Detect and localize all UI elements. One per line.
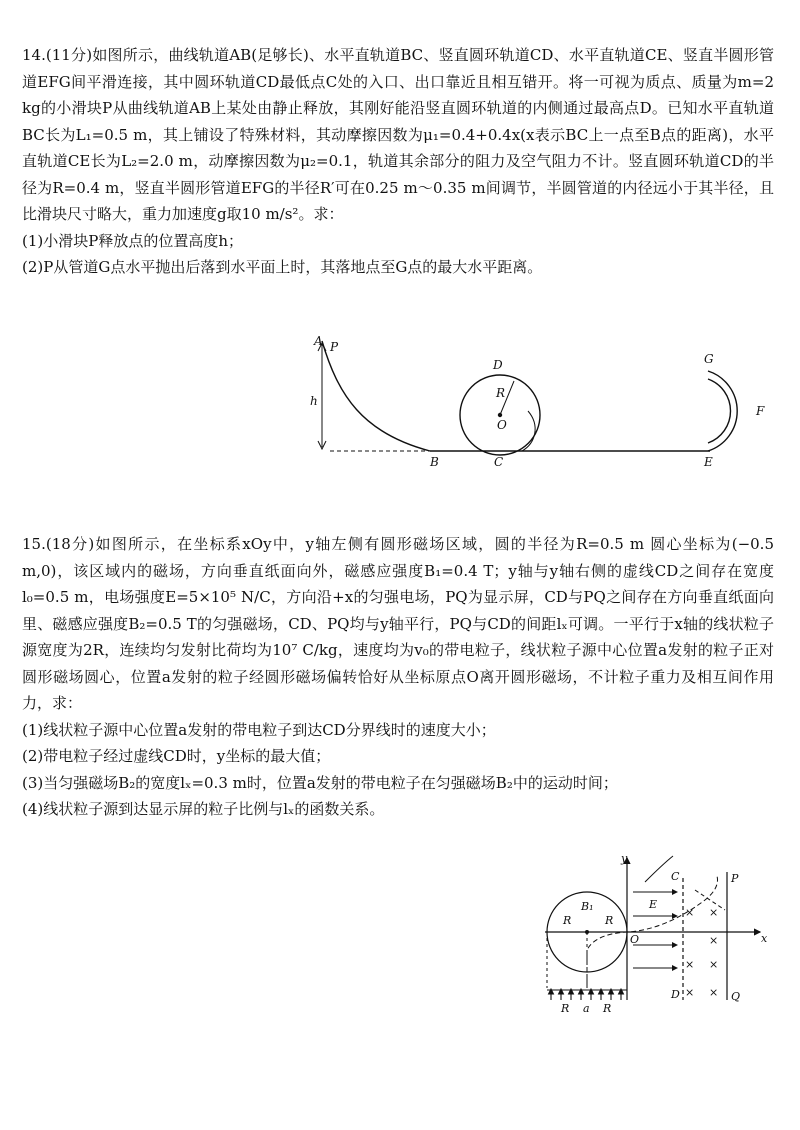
- label-D: D: [671, 988, 680, 1001]
- cross-2: ×: [709, 906, 719, 919]
- label-R-bottom-right: R: [603, 1002, 612, 1015]
- label-G: G: [704, 352, 714, 366]
- label-P: P: [330, 340, 339, 354]
- label-E: E: [704, 455, 713, 469]
- cross-3: ×: [709, 934, 719, 947]
- q15-sub2: (2)带电粒子经过虚线CD时，y坐标的最大值；: [22, 747, 331, 765]
- q14-sub2: (2)P从管道G点水平抛出后落到水平面上时，其落地点至G点的最大水平距离。: [22, 258, 543, 276]
- half-pipe-outer: [708, 371, 737, 451]
- label-D: D: [493, 358, 503, 372]
- cross-6: ×: [685, 986, 695, 999]
- q14-figure: [300, 335, 780, 470]
- question-14: [22, 42, 774, 281]
- label-O: O: [630, 933, 640, 946]
- label-R: R: [496, 386, 506, 400]
- label-R-left: R: [563, 914, 572, 927]
- q15-sub3: (3)当匀强磁场B₂的宽度lₓ=0.3 m时，位置a发射的带电粒子在匀强磁场B₂中的运动时间；: [22, 773, 618, 792]
- label-B1: B₁: [581, 900, 594, 913]
- q15-sub4: (4)线状粒子源到达显示屏的粒子比例与lₓ的函数关系。: [22, 800, 385, 818]
- half-pipe-inner: [708, 379, 731, 443]
- label-h: h: [310, 394, 318, 408]
- cross-4: ×: [685, 958, 695, 971]
- q15-sub1: (1)线状粒子源中心位置a发射的带电粒子到达CD分界线时的速度大小；: [22, 720, 496, 739]
- q15-intro: 15.(18分)如图所示，在坐标系xOy中，y轴左侧有圆形磁场区域，圆的半径为R=0.5 m 圆心坐标为(−0.5 m,0)，该区域内的磁场，方向垂直纸面向外，磁感应强度B₁=0.4 T；y轴与y轴右侧的虚线CD之间存在宽度l₀=0.5 m，电场强度E=5×10⁵ N/C，方向沿+x的匀强电场，PQ为显示屏，CD与PQ之间存在方向垂直纸面向里、磁感应强度B₂=0.5 T的匀强磁场，CD、PQ均与y轴平行，PQ与CD的间距lₓ可调。一平行于x轴的线状粒子源宽度为2R，连续均匀发射比荷均为10⁷ C/kg，速度均为v₀的带电粒子，线状粒子源中心位置a发射的粒子正对圆形磁场圆心，位置a发射的粒子经圆形磁场偏转恰好从坐标原点O离开圆形磁场，不计粒子重力及相互间作用力，求：: [22, 535, 774, 712]
- cross-5: ×: [709, 958, 719, 971]
- label-E: E: [649, 898, 658, 911]
- label-F: F: [756, 404, 765, 418]
- label-B: B: [430, 455, 439, 469]
- label-C: C: [671, 870, 680, 883]
- curve-track-ab: [322, 341, 430, 451]
- label-R-right: R: [605, 914, 614, 927]
- cross-1: ×: [685, 906, 695, 919]
- q14-sub1: (1)小滑块P释放点的位置高度h；: [22, 231, 244, 250]
- label-R-bottom-left: R: [561, 1002, 570, 1015]
- question-15: [22, 531, 774, 823]
- label-x: x: [761, 932, 768, 945]
- label-C: C: [494, 455, 504, 469]
- cross-7: ×: [709, 986, 719, 999]
- label-y: y: [621, 852, 628, 865]
- label-O: O: [497, 418, 507, 432]
- label-P: P: [731, 872, 739, 885]
- q14-intro: 14.(11分)如图所示，曲线轨道AB(足够长)、水平直轨道BC、竖直圆环轨道CD、水平直轨道CE、竖直半圆形管道EFG间平滑连接，其中圆环轨道CD最低点C处的入口、出口靠近且相互错开。将一可视为质点、质量为m=2 kg的小滑块P从曲线轨道AB上某处由静止释放，其刚好能沿竖直圆环轨道的内侧通过最高点D。已知水平直轨道BC长为L₁=0.5 m，其上铺设了特殊材料，其动摩擦因数为μ₁=0.4+0.4x(x表示BC上一点至B点的距离)，水平直轨道CE长为L₂=2.0 m，动摩擦因数为μ₂=0.1，轨道其余部分的阻力及空气阻力不计。竖直圆环轨道CD的半径为R=0.4 m，竖直半圆形管道EFG的半径R′可在0.25 m～0.35 m间调节，半圆管道的内径远小于其半径，且比滑块尺寸略大，重力加速度g取10 m/s²。求：: [22, 46, 774, 223]
- q15-figure: [535, 850, 775, 1020]
- label-Q: Q: [731, 990, 741, 1003]
- label-A: A: [314, 334, 323, 348]
- label-a: a: [583, 1002, 590, 1015]
